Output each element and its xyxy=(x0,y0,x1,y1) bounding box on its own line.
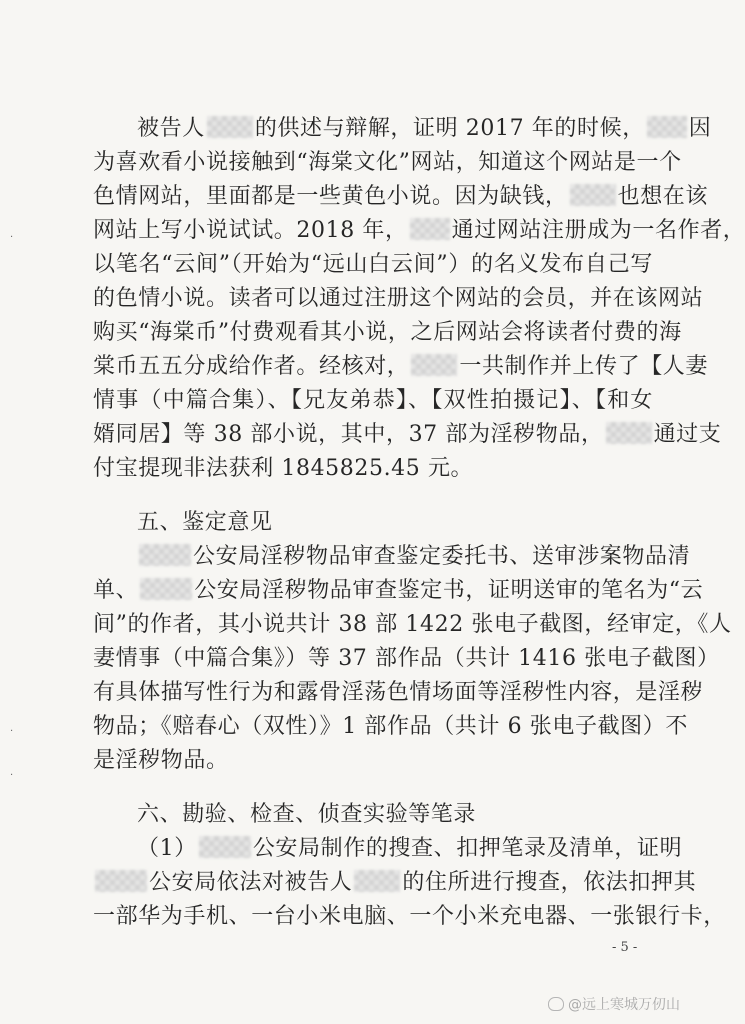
redacted-name xyxy=(410,218,450,240)
text-segment: 公安局淫秽物品审查鉴定书，证明送审的笔名为“云 xyxy=(194,578,704,603)
text-line xyxy=(137,112,712,146)
text-segment: 被告人 xyxy=(137,116,205,141)
text-segment: （1） xyxy=(137,836,197,861)
text-line: 妻情事（中篇合集》）等 37 部作品（共计 1416 张电子截图） xyxy=(93,646,720,671)
section-heading: 五、鉴定意见 xyxy=(137,510,273,535)
text-line xyxy=(93,418,722,452)
text-line xyxy=(93,350,709,384)
watermark-text: @远上寒城万仞山 xyxy=(568,997,680,1013)
text-line: 购买“海棠币”付费观看其小说，之后网站会将读者付费的海 xyxy=(93,320,682,345)
redacted-name xyxy=(570,184,616,206)
weibo-icon xyxy=(548,997,564,1011)
text-segment: 通过网站注册成为一名作者， xyxy=(451,218,745,243)
text-line xyxy=(137,540,691,574)
text-line xyxy=(93,866,697,900)
redacted-name xyxy=(606,422,652,444)
text-line xyxy=(137,832,683,866)
text-segment: 公安局制作的搜查、扣押笔录及清单，证明 xyxy=(252,836,683,861)
text-segment: 的住所进行搜查，依法扣押其 xyxy=(402,870,697,895)
redacted-place xyxy=(199,836,251,858)
redacted-place xyxy=(140,578,192,600)
text-line: 物品；《赔春心（双性）》1 部作品（共计 6 张电子截图）不 xyxy=(93,714,688,739)
watermark xyxy=(548,994,680,1014)
text-line xyxy=(93,574,704,608)
text-segment: 婿同居】等 38 部小说，其中，37 部为淫秽物品， xyxy=(93,422,604,447)
text-segment: 也想在该 xyxy=(617,184,709,209)
text-line: 的色情小说。读者可以通过注册这个网站的会员，并在该网站 xyxy=(93,286,704,311)
text-line: 一部华为手机、一台小米电脑、一个小米充电器、一张银行卡， xyxy=(93,904,726,929)
text-line: 情事（中篇合集）、【兄友弟恭】、【双性拍摄记】、【和女 xyxy=(93,388,653,413)
text-line: 为喜欢看小说接触到“海棠文化”网站，知道这个网站是一个 xyxy=(93,150,682,175)
redacted-name xyxy=(411,354,457,376)
text-segment: 网站上写小说试试。2018 年， xyxy=(93,218,408,243)
text-line xyxy=(93,180,709,214)
redacted-name xyxy=(354,870,400,892)
section-heading: 六、勘验、检查、侦查实验等笔录 xyxy=(137,802,477,827)
redacted-name xyxy=(647,116,687,138)
page-number: - 5 - xyxy=(612,940,638,955)
text-line: 以笔名“云间”（开始为“远山白云间”）的名义发布自己写 xyxy=(93,252,653,277)
text-line: 有具体描写性行为和露骨淫荡色情场面等淫秽性内容，是淫秽 xyxy=(93,680,704,705)
scan-mark: · xyxy=(10,770,14,781)
text-segment: 单、 xyxy=(93,578,139,603)
text-line xyxy=(93,214,745,248)
text-line: 付宝提现非法获利 1845825.45 元。 xyxy=(93,456,474,481)
redacted-name xyxy=(207,116,253,138)
text-segment: 因 xyxy=(688,116,712,141)
text-segment: 棠币五五分成给作者。经核对， xyxy=(93,354,410,379)
text-segment: 色情网站，里面都是一些黄色小说。因为缺钱， xyxy=(93,184,568,209)
scan-mark: · xyxy=(10,232,14,243)
text-segment: 的供述与辩解，证明 2017 年的时候， xyxy=(254,116,645,141)
redacted-place xyxy=(139,544,191,566)
text-segment: 通过支 xyxy=(653,422,722,447)
scan-mark: · xyxy=(10,726,14,737)
text-line: 是淫秽物品。 xyxy=(93,748,229,773)
text-line: 间”的作者，其小说共计 38 部 1422 张电子截图，经审定，《人 xyxy=(93,612,732,637)
text-segment: 公安局依法对被告人 xyxy=(149,870,353,895)
text-segment: 公安局淫秽物品审查鉴定委托书、送审涉案物品清 xyxy=(193,544,691,569)
text-segment: 一共制作并上传了【人妻 xyxy=(459,354,709,379)
redacted-place xyxy=(95,870,147,892)
